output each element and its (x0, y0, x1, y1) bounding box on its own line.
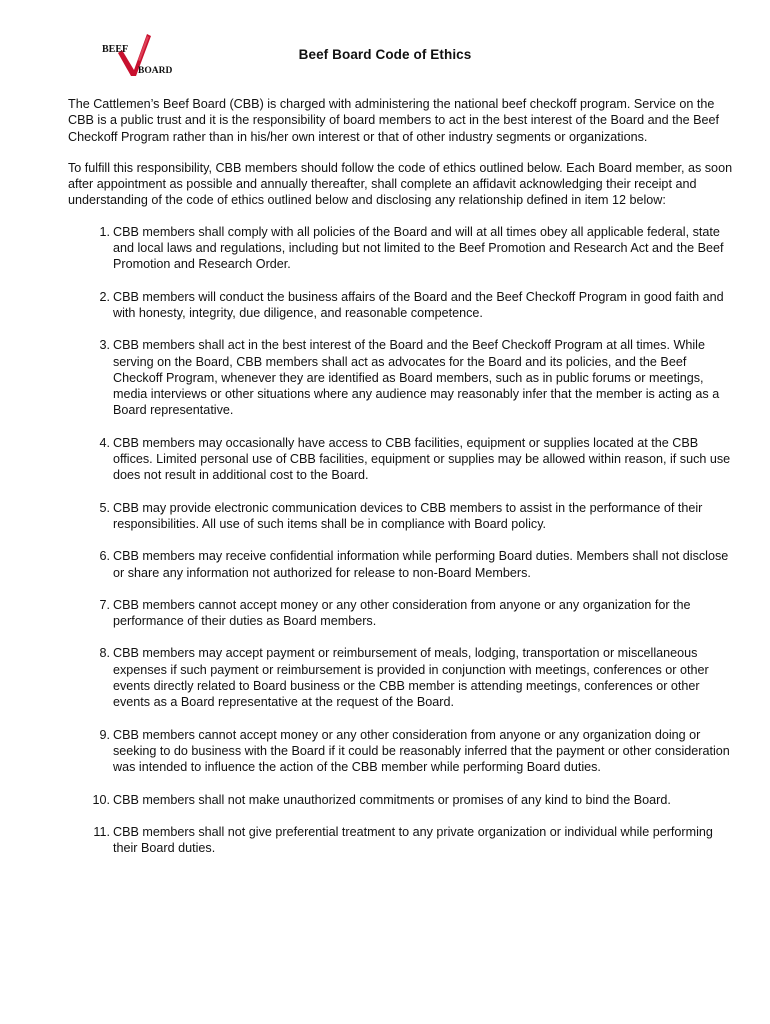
list-item (68, 824, 733, 857)
intro-paragraph-1: The Cattlemen’s Beef Board (CBB) is charged with administering the national beef checkoff program. Service on the CBB is a public trust and it is the responsibility of board members to act in the best interest of the Board and the Beef Checkoff Program rather than in his/her own interest or that of other industry segments or organizations. (68, 97, 720, 144)
list-item-text: CBB members cannot accept money or any other consideration from anyone or any organization for the performance of their duties as Board members. (113, 597, 691, 629)
list-item (68, 289, 733, 322)
list-item (68, 224, 733, 273)
list-item-number: 9. (99, 727, 110, 742)
logo-text-top: BEEF (102, 44, 129, 55)
list-item-text: CBB members may occasionally have access to CBB facilities, equipment or supplies located at the CBB offices. Limited personal use of CBB facilities, equipment or supplies may be allowed within reason, if such use does not result in additional cost to the Board. (113, 435, 731, 483)
list-item (68, 727, 733, 776)
list-item (68, 548, 733, 581)
list-item-number: 2. (99, 289, 110, 304)
list-item (68, 435, 733, 484)
list-item (68, 645, 733, 710)
list-item-number: 6. (99, 549, 110, 564)
list-item-number: 1. (99, 224, 110, 239)
list-item (68, 337, 733, 418)
list-item-text: CBB members shall comply with all policies of the Board and will at all times obey all applicable federal, state and local laws and regulations, including but not limited to the Beef Promotion and Research Act and the Beef Promotion and Research Order. (113, 224, 724, 272)
list-item-text: CBB members may accept payment or reimbursement of meals, lodging, transportation or miscellaneous expenses if such payment or reimbursement is provided in conjunction with meetings, conferences or other events directly related to Board business or the CBB member is attending meetings, conferences or other events as a Board representative at the request of the Board. (113, 646, 709, 710)
list-item-number: 7. (99, 597, 110, 612)
list-item (68, 792, 733, 808)
list-item-number: 11. (93, 824, 110, 839)
list-item-text: CBB members shall act in the best interest of the Board and the Beef Checkoff Program at all times. While serving on the Board, CBB members shall act as advocates for the Board and its policies, and the Beef Checkoff Program, whenever they are identified as Board members, such as in public forums or meetings, media interviews or other situations where any audience may reasonably infer that the member is acting as a Board representative. (113, 338, 720, 418)
list-item-number: 10. (92, 792, 110, 807)
page-title: Beef Board Code of Ethics (298, 47, 472, 62)
list-item-text: CBB members will conduct the business affairs of the Board and the Beef Checkoff Program in good faith and with honesty, integrity, due diligence, and reasonable competence. (113, 289, 724, 320)
list-item-number: 3. (99, 338, 110, 353)
document-body (68, 96, 733, 872)
list-item-text: CBB members shall not give preferential treatment to any private organization or individual while performing their Board duties. (113, 824, 713, 856)
list-item (68, 597, 733, 630)
intro-paragraph-2: To fulfill this responsibility, CBB members should follow the code of ethics outlined below. Each Board member, as soon after appointment as possible and annually thereafter, shall complete an affidavit acknowledging their receipt and understanding of the code of ethics outlined below and disclosing any relationship defined in item 12 below: (68, 160, 733, 208)
logo-text-bottom: BOARD (138, 66, 173, 76)
list-item-number: 5. (99, 500, 110, 515)
list-item-text: CBB members may receive confidential information while performing Board duties. Members shall not disclose or share any information not authorized for release to non-Board Members. (113, 549, 729, 580)
list-item-text: CBB members shall not make unauthorized commitments or promises of any kind to bind the Board. (113, 792, 671, 807)
list-item-text: CBB may provide electronic communication devices to CBB members to assist in the performance of their responsibilities. All use of such items shall be in compliance with Board policy. (113, 500, 703, 531)
list-item-text: CBB members cannot accept money or any other consideration from anyone or any organization doing or seeking to do business with the Board if it could be reasonably inferred that the payment or other consideration was intended to influence the action of the CBB member while performing Board duties. (113, 727, 730, 775)
list-item (68, 500, 733, 533)
ethics-list (68, 224, 733, 857)
list-item-number: 4. (99, 435, 110, 450)
list-item-number: 8. (99, 646, 110, 661)
